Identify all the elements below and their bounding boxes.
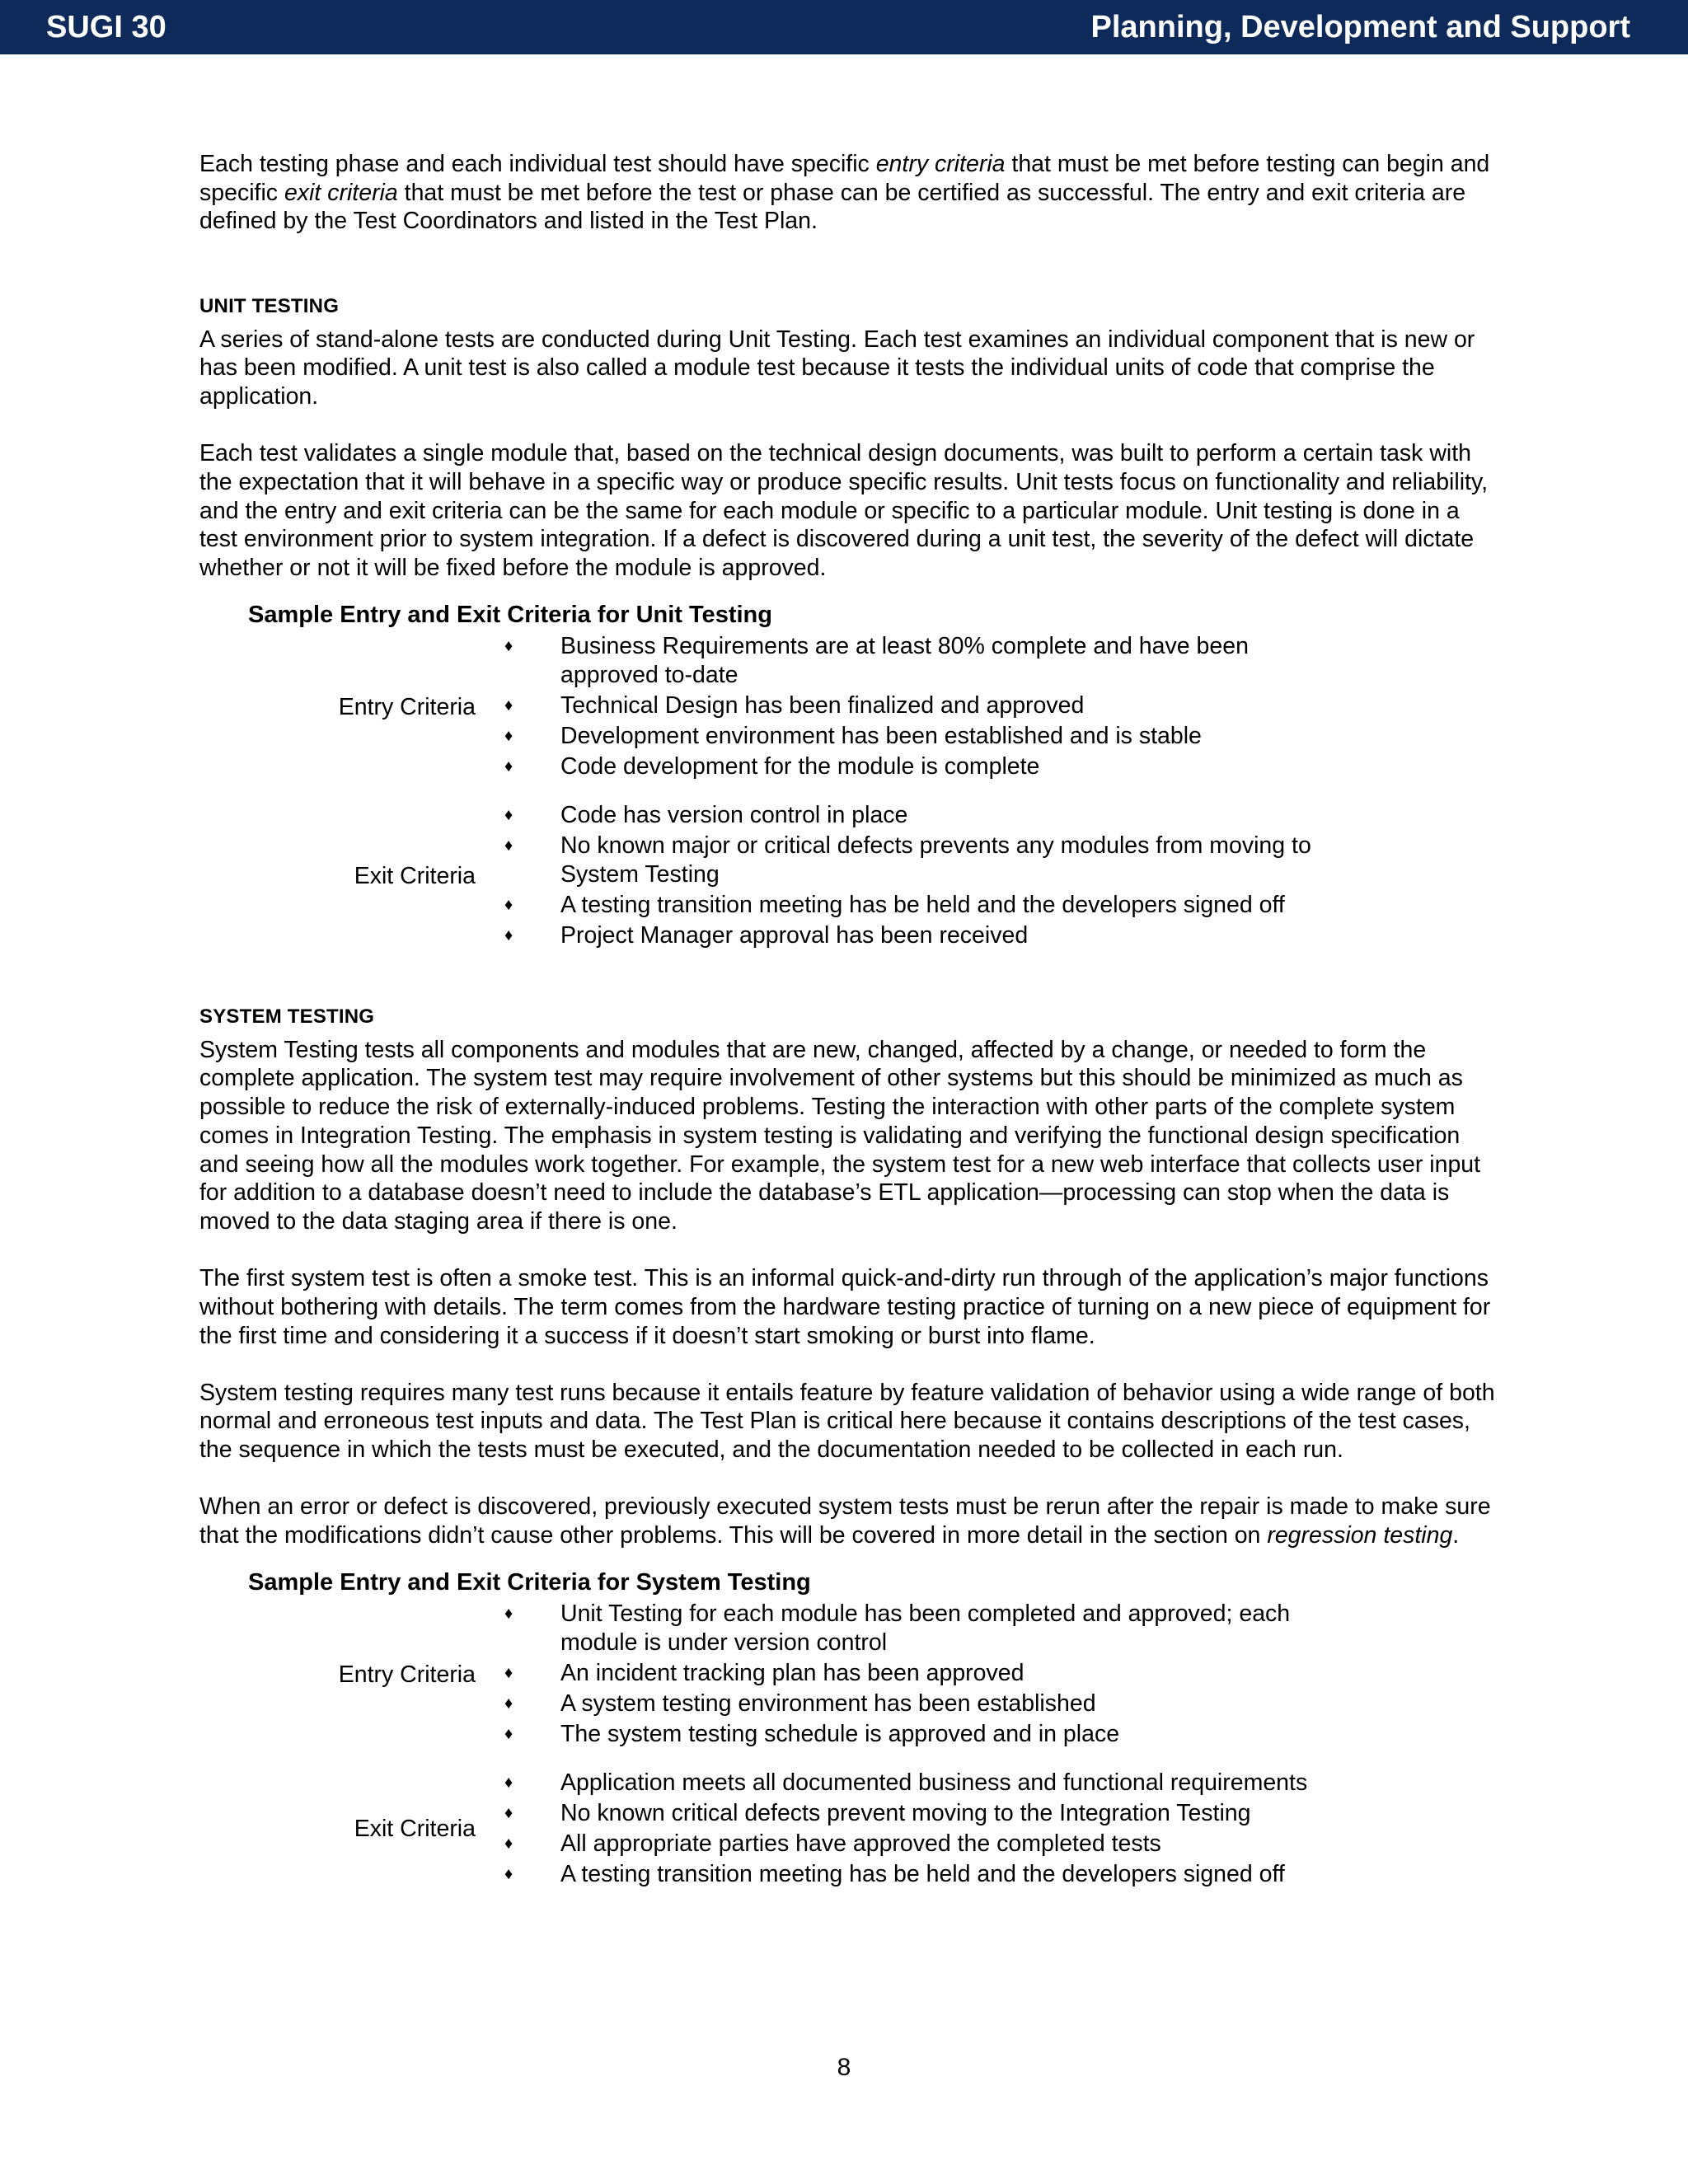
list-item: ♦ Code has version control in place	[504, 801, 908, 828]
exit-criteria-term: exit criteria	[284, 179, 398, 206]
diamond-bullet-icon: ♦	[504, 1694, 513, 1713]
system-paragraph-2: The first system test is often a smoke test. This is an informal quick-and-dirty run through of the application’s major functions without bothering with details. The term comes from the hardware testing practice of turning on a new piece of equipment for the first time and considering it a success if it doesn’t start smoking or burst into flame.	[199, 1265, 1491, 1349]
system-criteria-title: Sample Entry and Exit Criteria for System Testing	[248, 1568, 811, 1596]
regression-testing-term: regression testing	[1267, 1522, 1453, 1549]
diamond-bullet-icon: ♦	[504, 1803, 513, 1822]
system-testing-heading: SYSTEM TESTING	[199, 1005, 375, 1028]
list-item: ♦ No known major or critical defects prevents any modules from moving to System Testing	[504, 832, 1311, 888]
diamond-bullet-icon: ♦	[504, 696, 513, 715]
diamond-bullet-icon: ♦	[504, 836, 513, 855]
header-bar	[0, 0, 1688, 54]
diamond-bullet-icon: ♦	[504, 1773, 513, 1792]
unit-paragraph-2: Each test validates a single module that, based on the technical design documents, was built to perform a certain task with the expectation that it will behave in a specific way or produce specific results. Unit tests focus on functionality and reliability, and the entry and exit criteria can be the same for each module or specific to a particular module. Unit testing is done in a test environment prior to system integration. If a defect is discovered during a unit test, the severity of the defect will dictate whether or not it will be fixed before the module is approved.	[199, 440, 1489, 582]
list-item: ♦ A testing transition meeting has be held and the developers signed off	[504, 1860, 1285, 1887]
list-item: ♦ Unit Testing for each module has been completed and approved; each module is under version control	[504, 1600, 1291, 1656]
page-content	[199, 150, 1502, 1891]
unit-entry-criteria	[199, 632, 1502, 783]
entry-criteria-label: Entry Criteria	[338, 693, 476, 720]
exit-criteria-label: Exit Criteria	[354, 862, 476, 889]
entry-criteria-term: entry criteria	[875, 151, 1006, 177]
system-paragraph-3: System testing requires many test runs because it entails feature by feature validation of behavior using a wide range of both normal and erroneous test inputs and data. The Test Plan is critical here because it contains descriptions of the test cases, the sequence in which the tests must be executed, and the documentation needed to be collected in each run.	[199, 1379, 1495, 1464]
entry-criteria-label: Entry Criteria	[338, 1661, 476, 1688]
list-item: ♦ No known critical defects prevent moving to the Integration Testing	[504, 1799, 1251, 1826]
system-exit-criteria	[199, 1769, 1502, 1891]
list-item: ♦ Project Manager approval has been received	[504, 921, 1029, 949]
diamond-bullet-icon: ♦	[504, 926, 513, 944]
intro-paragraph: Each testing phase and each individual test should have specific entry criteria that must be met before testing can begin and specific exit criteria that must be met before the test or phase can be certified as successful. The entry and exit criteria are defined by the Test Coordinators and listed in the Test Plan.	[199, 151, 1490, 235]
unit-exit-criteria	[199, 801, 1502, 952]
diamond-bullet-icon: ♦	[504, 1834, 513, 1853]
diamond-bullet-icon: ♦	[504, 895, 513, 914]
system-criteria-table	[199, 1600, 1502, 1891]
list-item: ♦ All appropriate parties have approved the completed tests	[504, 1830, 1161, 1857]
list-item: ♦ Technical Design has been finalized and approved	[504, 691, 1085, 719]
unit-testing-heading: UNIT TESTING	[199, 294, 340, 317]
exit-criteria-label: Exit Criteria	[354, 1816, 476, 1843]
list-item: ♦ An incident tracking plan has been approved	[504, 1659, 1025, 1686]
conference-label: SUGI 30	[46, 10, 166, 45]
page-number: 8	[837, 2054, 851, 2081]
list-item: ♦ Development environment has been established and is stable	[504, 722, 1202, 749]
diamond-bullet-icon: ♦	[504, 1663, 513, 1682]
system-paragraph-4: When an error or defect is discovered, previously executed system tests must be rerun after the repair is made to make sure that the modifications didn’t cause other problems. This will be covered in more detail in the section on regression testing.	[199, 1493, 1491, 1549]
system-paragraph-1: System Testing tests all components and modules that are new, changed, affected by a change, or needed to form the complete application. The system test may require involvement of other systems but this should be minimized as much as possible to reduce the risk of externally-induced problems. Testing the interaction with other parts of the complete system comes in Integration Testing. The emphasis in system testing is validating and verifying the functional design specification and seeing how all the modules work together. For example, the system test for a new web interface that collects user input for addition to a database doesn’t need to include the database’s ETL application—processing can stop when the data is moved to the data staging area if there is one.	[199, 1036, 1481, 1235]
list-item: ♦ Code development for the module is complete	[504, 752, 1040, 780]
diamond-bullet-icon: ♦	[504, 1864, 513, 1883]
diamond-bullet-icon: ♦	[504, 805, 513, 824]
diamond-bullet-icon: ♦	[504, 636, 513, 655]
diamond-bullet-icon: ♦	[504, 757, 513, 776]
system-entry-criteria	[199, 1600, 1502, 1750]
list-item: ♦ Application meets all documented business and functional requirements	[504, 1769, 1308, 1796]
unit-paragraph-1: A series of stand-alone tests are conducted during Unit Testing. Each test examines an individual component that is new or has been modified. A unit test is also called a module test because it tests the individual units of code that comprise the application.	[199, 326, 1475, 410]
diamond-bullet-icon: ♦	[504, 726, 513, 745]
section-title: Planning, Development and Support	[1090, 10, 1630, 45]
list-item: ♦ Business Requirements are at least 80% complete and have been approved to-date	[504, 632, 1249, 688]
list-item: ♦ A system testing environment has been established	[504, 1690, 1096, 1717]
diamond-bullet-icon: ♦	[504, 1604, 513, 1623]
unit-criteria-table	[199, 632, 1502, 952]
unit-criteria-title: Sample Entry and Exit Criteria for Unit Testing	[248, 601, 772, 628]
diamond-bullet-icon: ♦	[504, 1724, 513, 1743]
list-item: ♦ The system testing schedule is approved and in place	[504, 1720, 1120, 1747]
list-item: ♦ A testing transition meeting has be held and the developers signed off	[504, 891, 1285, 918]
